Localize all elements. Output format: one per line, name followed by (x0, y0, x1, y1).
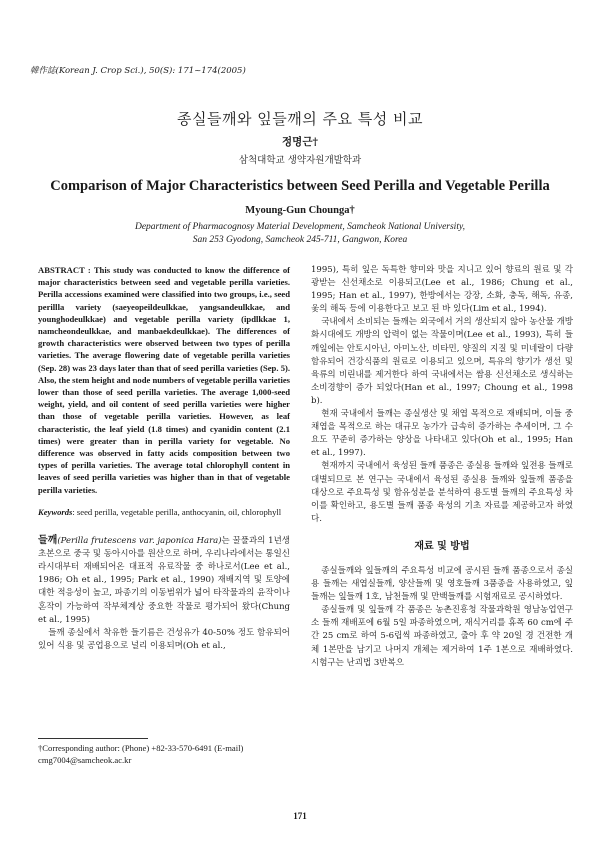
right-paragraph-5: 종실들깨와 잎들깨의 주요특성 비교에 공시된 들깨 품종으로서 종실용 들깨는 새엽실들깨, 양산들깨 및 영호들깨 3품종을 사용하였고, 잎들깨는 잎들깨 1호, 남천들깨 및 만백들깨를 시험재료로 공시하였다. (311, 565, 573, 603)
english-affiliation (0, 221, 600, 247)
right-paragraph-3: 현재 국내에서 들깨는 종실생산 및 채엽 목적으로 재배되며, 이들 중 채엽을 목적으로 하는 대규모 농가가 급속히 증가하는 추세이며, 그 수요도 꾸준히 증가하는 양상을 나타내고 있다(Oh et al., 1995; Han et al., 1997). (311, 409, 573, 459)
korean-affiliation: 삼척대학교 생약자원개발학과 (238, 155, 362, 166)
species-name: (Perilla frutescens var. japonica Hara) (57, 536, 222, 547)
right-paragraph-1: 1995), 특히 잎은 독특한 향미와 맛을 지니고 있어 향료의 원료 및 각광받는 신선채소로 이용되고(Lee et al., 1986; Chung et al., 1995; Han et al., 1997), 한방에서는 강장, 소화, 충독, 해독, 유종, 옻의 해독 등에 이용한다고 보고 된 바 있다(Lim et al., 1994). (311, 265, 573, 315)
english-title: Comparison of Major Characteristics between Seed Perilla and Vegetable Perilla (50, 178, 550, 194)
journal-citation: 韓作誌(Korean J. Crop Sci.), 50(S): 171~174(2005) (30, 66, 246, 76)
keywords-label: Keywords (38, 506, 73, 517)
right-column (311, 264, 573, 670)
affiliation-line-2: San 253 Gyodong, Samcheok 245-711, Gangwon, Korea (192, 235, 408, 245)
intro-lead-word: 들깨 (38, 535, 58, 547)
intro-paragraph-1 (38, 534, 290, 627)
affiliation-line-1: Department of Pharmacognosy Material Development, Samcheok National University, (134, 222, 466, 232)
introduction (38, 534, 290, 653)
corresponding-author-footnote: †Corresponding author: (Phone) +82-33-570-6491 (E-mail) cmg7004@samcheok.ac.kr (38, 743, 244, 765)
right-paragraph-6: 종실들깨 및 잎들깨 각 품종은 농촌진흥청 작물과학원 영남농업연구소 들깨 재배포에 6월 5일 파종하였으며, 재식거리를 휴폭 60 cm에 주간 25 cm로 하여 5-6립씩 파종하였고, 출아 후 약 20일 경 건전한 개체 1본만을 남기고 나머지 개체는 제거하여 1주 1본으로 재배하였다. 시험구는 난괴법 3반복으 (311, 605, 573, 668)
keywords (38, 506, 290, 518)
keywords-text: : seed perilla, vegetable perilla, anthocyanin, oil, chlorophyll (72, 506, 282, 517)
korean-author: 정명근† (282, 136, 318, 148)
korean-title: 종실들깨와 잎들깨의 주요 특성 비교 (177, 110, 423, 128)
footnote-divider (38, 738, 148, 739)
abstract: ABSTRACT : This study was conducted to know the difference of major characteristics between seed and vegetable perilla varieties. Perilla accessions examined were classified into two groups, i.e., seed perillla variety (saeyeopeildeulkkae, yangsandeulkkae, and younghodeulkkae) and vegetable perilla variety (ipdlkkae 1, namcheondeulkkae, and manbaekdeulkkae). The differences of growth characteristics were observed between two types of perilla varieties. The average flowering date of vegetable perilla varieties (Sep. 28) was 23 days later than that of seed perilla varieties (Sep. 5). Also, the stem height and node numbers of vegetable perilla varieties lower than those of seed perilla varieties. The average 1,000-seed weight, yield, and oil content of seed perilla varieties were higher than those of vegetable perilla varieties. However, as leaf characteristic, the leaf yield (1.8 times) and cyanidin content (2.1 times) were greater than in perilla variety for vegetable. No difference was observed in fatty acids composition between two types of perilla varieties. The average total chlorophyll content in leaves of seed perilla varieties was higher than in that of vegetable perilla varieties. (38, 265, 290, 495)
intro-paragraph-2: 들깨 종실에서 착유한 들기름은 건성유가 40-50% 정도 함유되어 있어 식용 및 공업용으로 널리 이용되며(Oh et al., (38, 627, 290, 651)
right-paragraph-4: 현재까지 국내에서 육성된 들깨 품종은 종실용 들깨와 잎전용 들깨로 대별되므로 본 연구는 국내에서 육성된 종실용 들깨와 잎들깨 품종을 대상으로 주요특성 및 함유성분을 분석하여 용도별 들깨의 주요특성 차이를 확인하고, 용도별 들깨 품종 육성의 기초 자료를 제공하고자 하였다. (311, 461, 573, 524)
intro-paragraph-1-text: 는 꿀풀과의 1년생 초본으로 중국 및 동아시아를 원산으로 하며, 우리나라에서는 통일신라시대부터 재배되어온 대표적 유료작물 중 하나로서(Lee et al., 1986; Oh et al., 1995; Park et al., 1990) 재배지역 및 토양에 대한 적응성이 높고, 파종기의 이동범위가 넓어 타작물과의 윤작이나 혼작이 가능하여 작부체계상 중요한 작물로 평가되어 왔다(Chung et al., 1995) (38, 536, 290, 625)
page-number: 171 (293, 811, 307, 821)
section-heading-methods: 재료 및 방법 (414, 540, 470, 552)
english-author: Myoung-Gun Chounga† (245, 205, 355, 216)
left-column (38, 264, 290, 653)
right-paragraph-2: 국내에서 소비되는 들깨는 외국에서 거의 생산되지 않아 농산물 개방화시대에도 개방의 압력이 없는 작물이며(Lee et al., 1993), 특히 들깨잎에는 안토시아닌, 아미노산, 비타민, 양질의 지질 및 미네랄이 다량 함유되어 건강식품의 원료로 이용되고 있으며, 특유의 향기가 생선 및 육류의 비린내를 제거한다 하여 국내에서는 쌈용 신선채소로 생식하는 소비경향이 증가 되었다(Han et al., 1997; Choung et al., 1998 b). (311, 317, 573, 406)
